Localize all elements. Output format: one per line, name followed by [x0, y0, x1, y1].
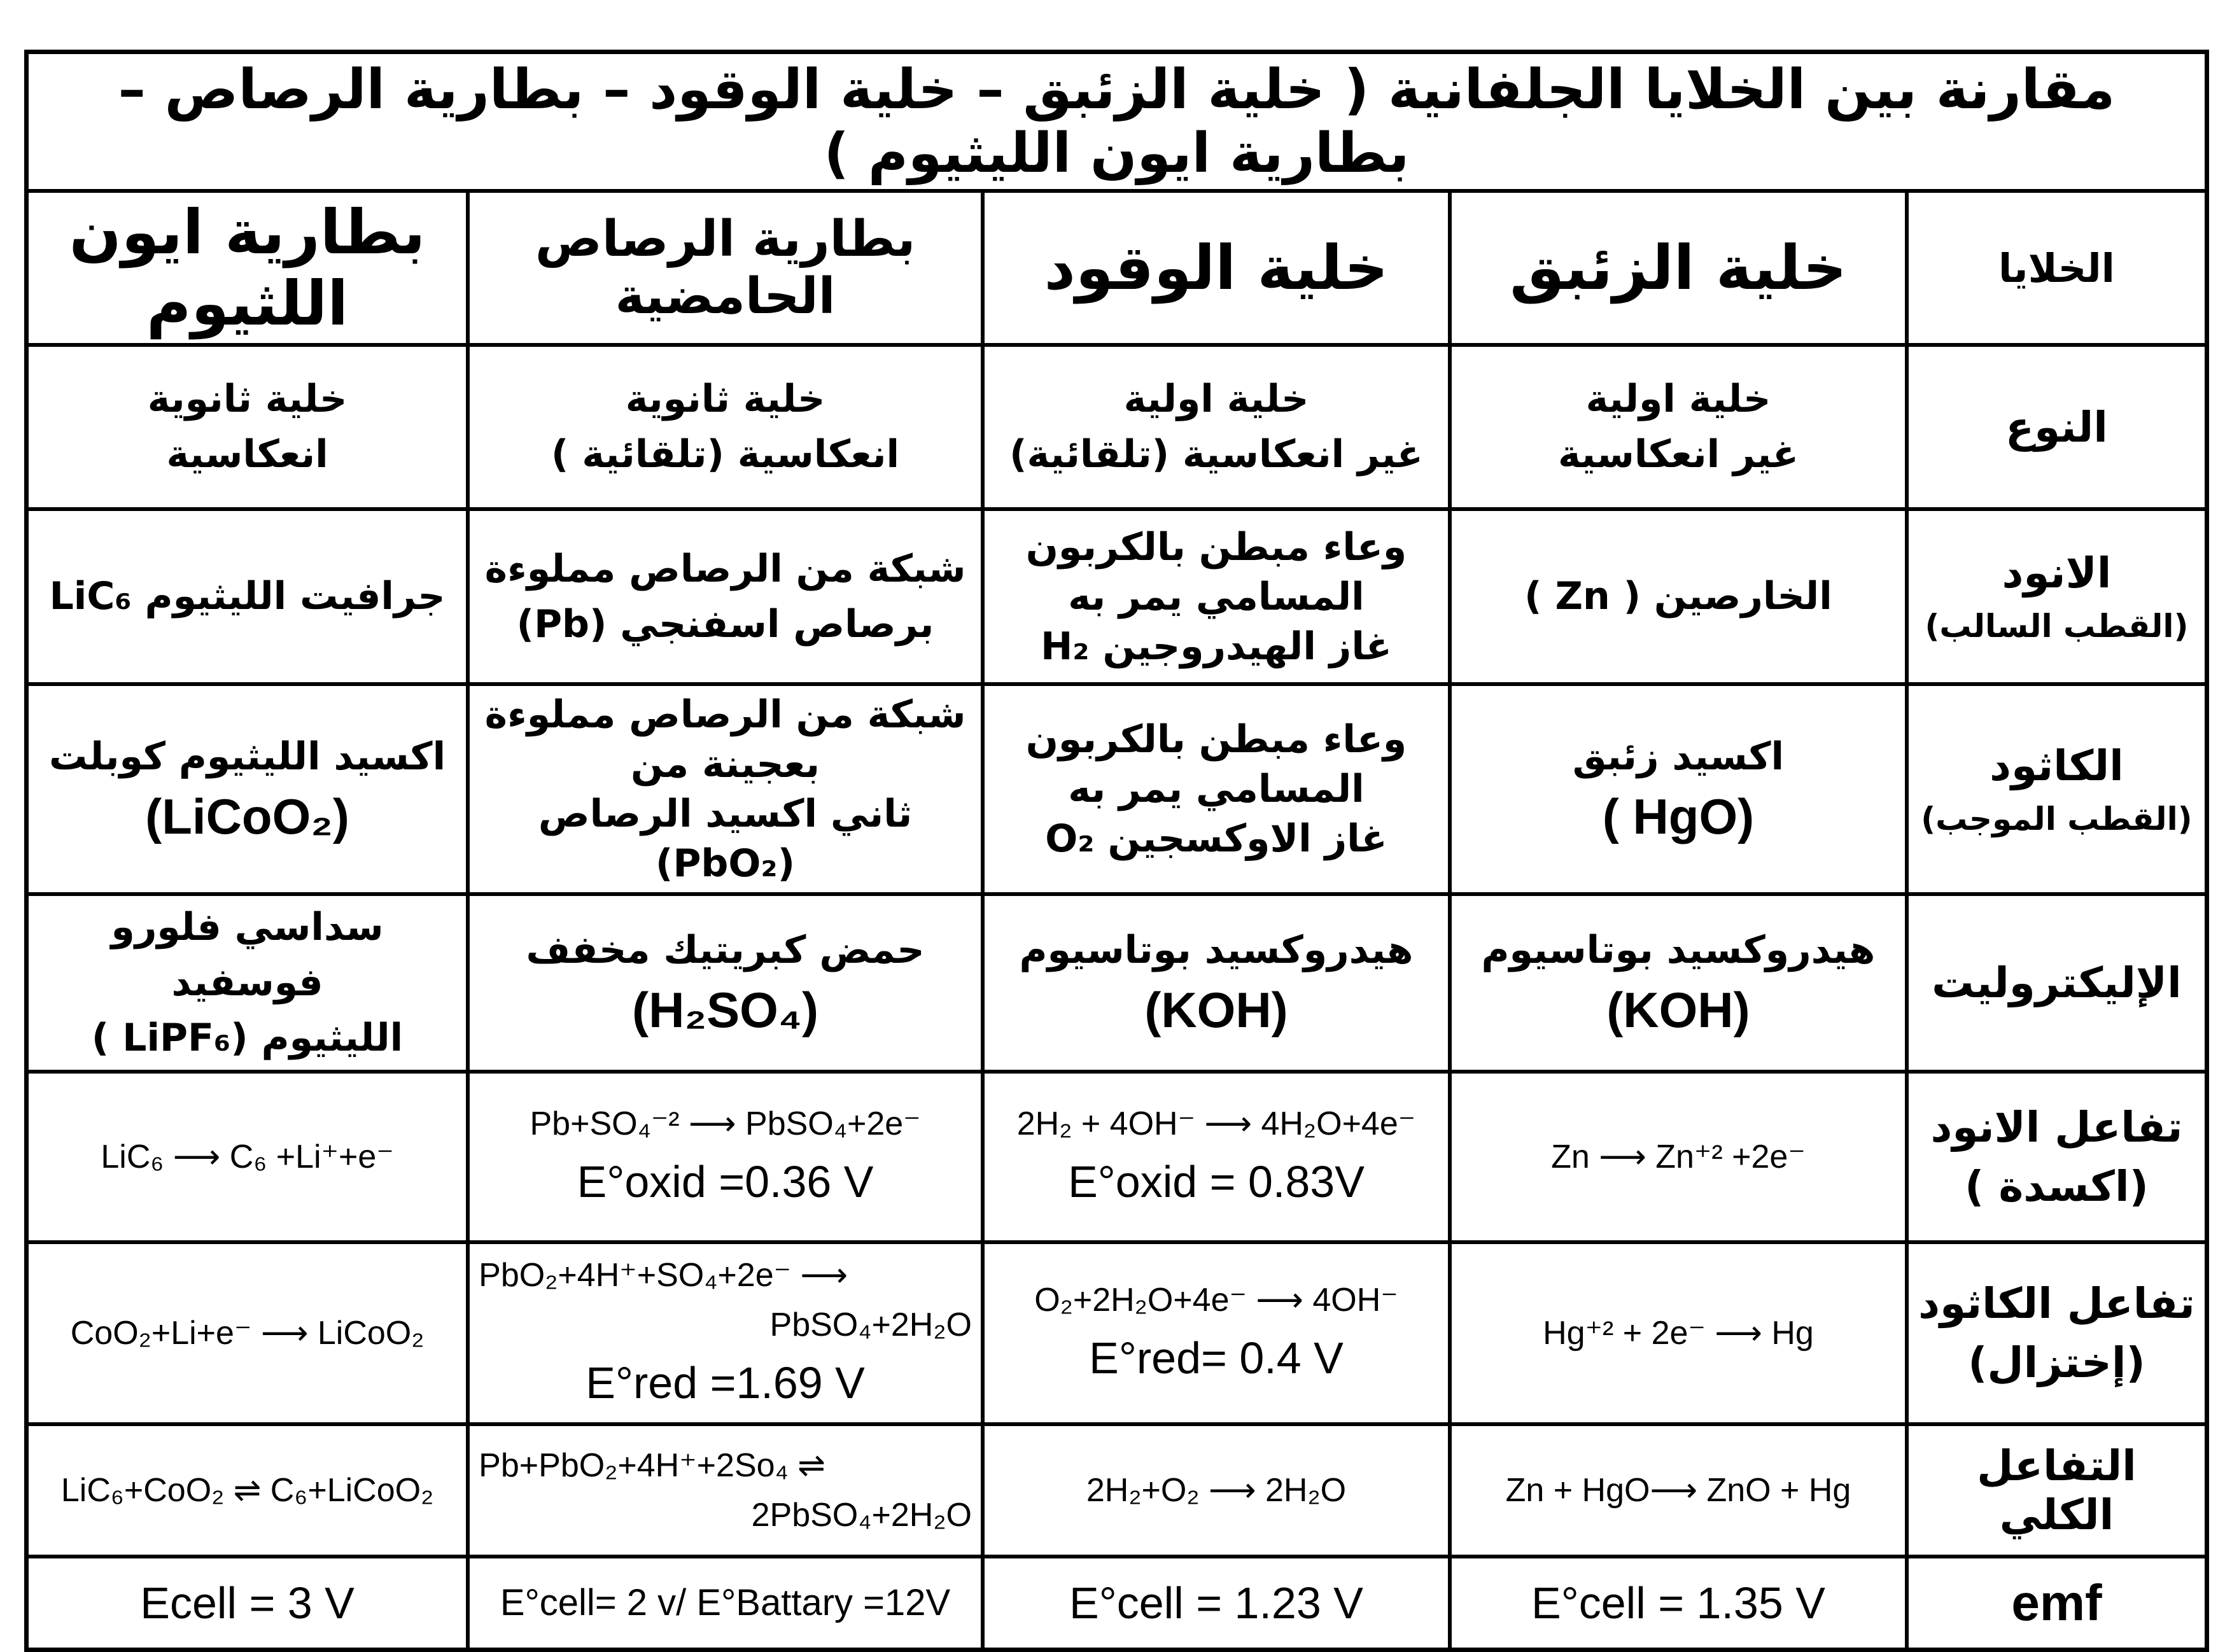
- equation: Zn ⟶ Zn⁺² +2e⁻: [1551, 1138, 1806, 1175]
- row-label: [1907, 684, 2207, 894]
- text: المسامي يمر به: [1068, 574, 1365, 619]
- cell: E°cell = 1.23 V: [983, 1557, 1450, 1649]
- row-label: التفاعل الكلي: [1907, 1424, 2207, 1557]
- equation: 2PbSO₄+2H₂O: [751, 1497, 972, 1534]
- text: انعكاسية: [166, 432, 328, 477]
- cell: 2H₂+O₂ ⟶ 2H₂O: [983, 1424, 1450, 1557]
- text: غاز الاوكسجين O₂: [1045, 816, 1387, 861]
- text: خلية اولية: [1585, 377, 1771, 421]
- row-type: [27, 345, 2207, 509]
- header-fuel: خلية الوقود: [983, 191, 1450, 345]
- cell: [468, 684, 983, 894]
- cell: [27, 1072, 468, 1242]
- potential: E°red =1.69 V: [586, 1357, 865, 1408]
- row-cathode-reaction: [27, 1242, 2207, 1424]
- cell: [27, 894, 468, 1072]
- row-emf: [27, 1557, 2207, 1649]
- text: المسامي يمر به: [1068, 767, 1365, 811]
- text: وعاء مبطن بالكربون: [1025, 524, 1407, 570]
- cell: [1450, 1242, 1907, 1424]
- header-lithium: بطارية ايون اللثيوم: [27, 191, 468, 345]
- row-label: [1907, 1072, 2207, 1242]
- cell: [27, 684, 468, 894]
- text: (H₂SO₄): [632, 982, 818, 1039]
- cell: [1450, 1072, 1907, 1242]
- text: غير انعكاسية: [1557, 432, 1799, 477]
- text: هيدروكسيد بوتاسيوم: [1481, 928, 1876, 973]
- text: خلية اولية: [1123, 377, 1309, 421]
- label-sub: (إختزال): [1968, 1338, 2145, 1387]
- cell: [983, 894, 1450, 1072]
- cell: LiC₆+CoO₂ ⇌ C₆+LiCoO₂: [27, 1424, 468, 1557]
- cell: [983, 1072, 1450, 1242]
- cell: [983, 1242, 1450, 1424]
- cell: [983, 509, 1450, 684]
- text: برصاص اسفنجي (Pb): [516, 601, 934, 647]
- label-sub: (القطب السالب): [1925, 608, 2189, 645]
- equation: Hg⁺² + 2e⁻ ⟶ Hg: [1543, 1315, 1814, 1352]
- text: (LiCoO₂): [145, 788, 349, 844]
- row-label: emf: [1907, 1557, 2207, 1649]
- cell: [468, 509, 983, 684]
- text: (KOH): [1144, 982, 1288, 1039]
- cell: جرافيت الليثيوم LiC₆: [27, 509, 468, 684]
- text: انعكاسية (تلقائية ): [551, 432, 900, 477]
- text: (KOH): [1606, 982, 1750, 1039]
- cell: [1450, 345, 1907, 509]
- text: ( HgO): [1602, 788, 1755, 844]
- potential: E°red= 0.4 V: [1089, 1333, 1344, 1383]
- text: اكسيد زئبق: [1572, 734, 1785, 779]
- header-label: الخلايا: [1907, 191, 2207, 345]
- equation: Pb+PbO₂+4H⁺+2So₄ ⇌: [479, 1447, 825, 1484]
- text: الليثيوم (LiPF₆ ): [91, 1016, 404, 1060]
- label-text: الكاثود: [1990, 741, 2124, 790]
- text: وعاء مبطن بالكربون: [1025, 717, 1407, 762]
- text: خلية ثانوية: [625, 377, 825, 421]
- row-label: [1907, 509, 2207, 684]
- cell: [983, 345, 1450, 509]
- cell: Ecell = 3 V: [27, 1557, 468, 1649]
- cell: [1450, 894, 1907, 1072]
- text: خلية ثانوية: [147, 377, 347, 421]
- row-anode-reaction: [27, 1072, 2207, 1242]
- equation: Pb+SO₄⁻² ⟶ PbSO₄+2e⁻: [530, 1105, 921, 1142]
- row-overall-reaction: [27, 1424, 2207, 1557]
- equation: LiC₆ ⟶ C₆ +Li⁺+e⁻: [101, 1138, 394, 1175]
- cell: [27, 1242, 468, 1424]
- cell: [468, 1072, 983, 1242]
- potential: E°oxid = 0.83V: [1068, 1156, 1365, 1207]
- text: غير انعكاسية (تلقائية): [1009, 432, 1423, 477]
- row-anode: [27, 509, 2207, 684]
- cell: [983, 684, 1450, 894]
- galvanic-cells-comparison-table: [24, 50, 2209, 1652]
- cell: E°cell= 2 v/ E°Battary =12V: [468, 1557, 983, 1649]
- header-mercury: خلية الزئبق: [1450, 191, 1907, 345]
- cell: الخارصين ( Zn ): [1450, 509, 1907, 684]
- equation: CoO₂+Li+e⁻ ⟶ LiCoO₂: [70, 1315, 425, 1352]
- cell: E°cell = 1.35 V: [1450, 1557, 1907, 1649]
- label-sub: (اكسدة ): [1965, 1162, 2149, 1211]
- cell: [468, 345, 983, 509]
- text: بعجينة من: [631, 742, 820, 787]
- row-label: الإليكتروليت: [1907, 894, 2207, 1072]
- header-row: [27, 191, 2207, 345]
- label-text: تفاعل الكاثود: [1918, 1279, 2195, 1328]
- equation: O₂+2H₂O+4e⁻ ⟶ 4OH⁻: [1034, 1281, 1398, 1319]
- equation: PbSO₄+2H₂O: [769, 1306, 972, 1343]
- text: اكسيد الليثيوم كوبلت: [49, 734, 446, 779]
- text: شبكة من الرصاص مملوءة: [484, 692, 966, 737]
- cell: [27, 345, 468, 509]
- potential: E°oxid =0.36 V: [577, 1156, 874, 1207]
- header-lead: بطارية الرصاص الحامضية: [468, 191, 983, 345]
- row-label: [1907, 1242, 2207, 1424]
- equation: 2H₂ + 4OH⁻ ⟶ 4H₂O+4e⁻: [1016, 1105, 1416, 1142]
- text: سداسي فلورو فوسفيد: [111, 905, 384, 1005]
- label-text: تفاعل الانود: [1930, 1103, 2183, 1152]
- cell: [468, 1424, 983, 1557]
- text: شبكة من الرصاص مملوءة: [484, 546, 966, 591]
- cell: [468, 894, 983, 1072]
- text: حمض كبريتيك مخفف: [526, 928, 925, 973]
- cell: Zn + HgO⟶ ZnO + Hg: [1450, 1424, 1907, 1557]
- row-electrolyte: [27, 894, 2207, 1072]
- cell: [1450, 684, 1907, 894]
- table-title: مقارنة بين الخلايا الجلفانية ( خلية الزئبق – خلية الوقود – بطارية الرصاص –بطارية ايون الليثيوم ): [27, 52, 2207, 192]
- row-cathode: [27, 684, 2207, 894]
- text: هيدروكسيد بوتاسيوم: [1019, 928, 1414, 973]
- label-text: الانود: [2002, 549, 2112, 598]
- label-sub: (القطب الموجب): [1921, 800, 2193, 837]
- text: غاز الهيدروجين H₂: [1041, 624, 1392, 669]
- row-label: النوع: [1907, 345, 2207, 509]
- text: ثاني اكسيد الرصاص (PbO₂): [538, 792, 913, 886]
- equation: PbO₂+4H⁺+SO₄+2e⁻ ⟶: [479, 1256, 848, 1294]
- cell: [468, 1242, 983, 1424]
